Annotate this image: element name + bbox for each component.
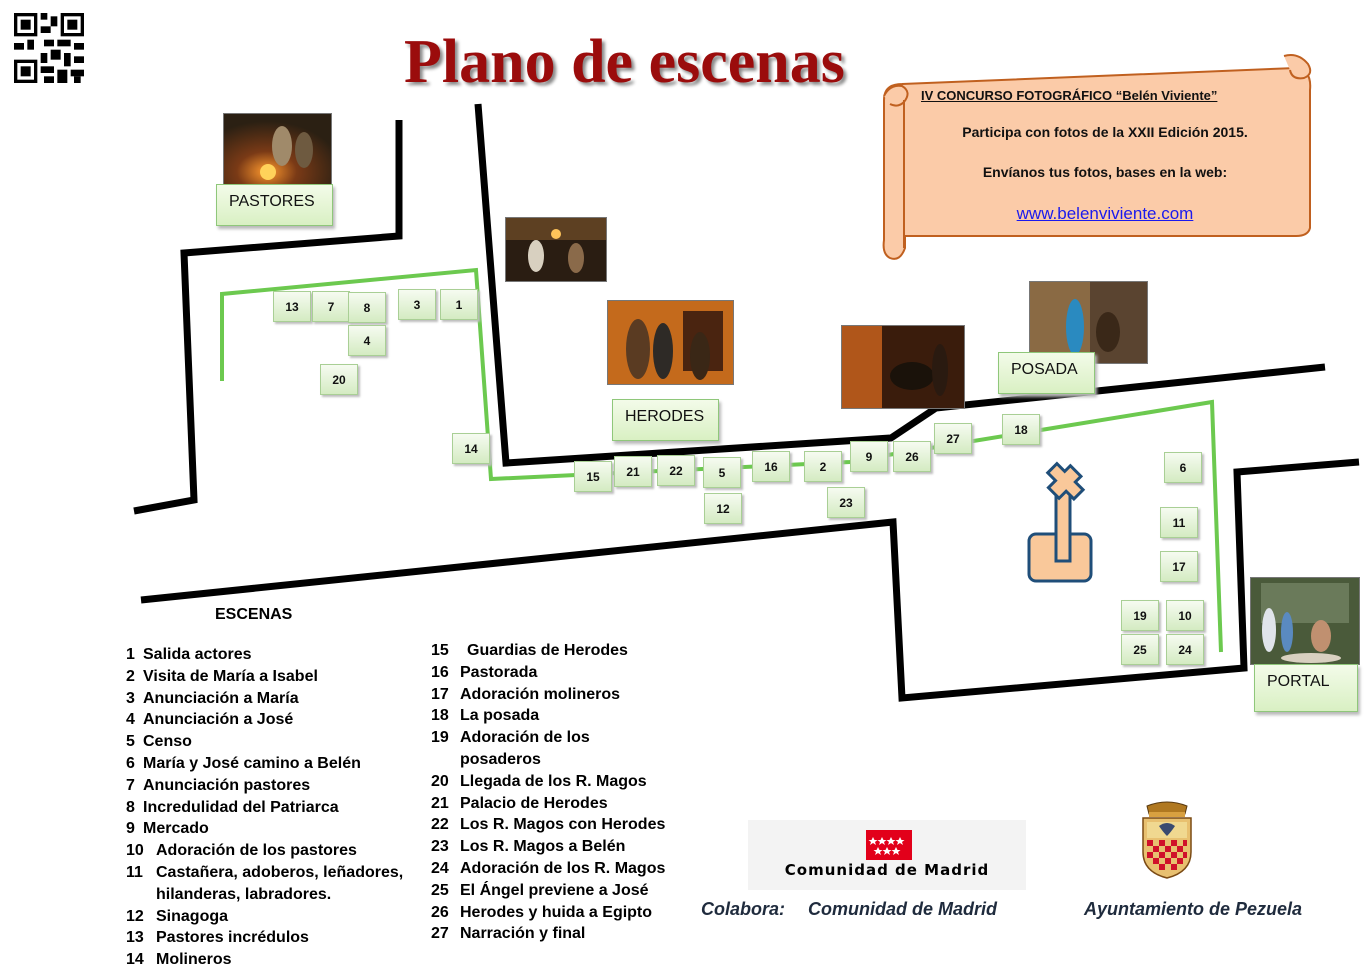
- footer-colabora: Colabora:: [701, 899, 786, 919]
- scene-marker[interactable]: 27: [934, 423, 972, 454]
- page-title: Plano de escenas: [404, 28, 845, 96]
- legend-item: 24 Adoración de los R. Magos: [431, 859, 666, 877]
- scene-marker[interactable]: 8: [348, 292, 386, 323]
- legend-item: 16 Pastorada: [431, 663, 538, 681]
- legend-list-left: [126, 644, 426, 971]
- qr-code-icon[interactable]: [13, 13, 85, 83]
- scene-marker[interactable]: 22: [657, 455, 695, 486]
- contest-participate: Participa con fotos de la XXII Edición 2015.: [962, 124, 1248, 140]
- legend-item: 1 Salida actores: [126, 646, 252, 663]
- scene-marker[interactable]: 15: [574, 461, 612, 492]
- photo-portal: [1250, 577, 1360, 665]
- legend-item: 14 Molineros: [126, 951, 232, 969]
- scene-marker[interactable]: 1: [440, 289, 478, 320]
- legend-item: 27 Narración y final: [431, 925, 586, 943]
- scene-marker[interactable]: 13: [273, 291, 311, 322]
- comunidad-madrid-logo-text: Comunidad de Madrid: [784, 861, 990, 879]
- contest-website-link[interactable]: www.belenviviente.com: [1016, 204, 1194, 223]
- legend-item: 13 Pastores incrédulos: [126, 929, 309, 947]
- legend-item: 25 El Ángel previene a José: [431, 881, 649, 899]
- scroll-banner: [884, 55, 1311, 259]
- scene-marker[interactable]: 19: [1121, 600, 1159, 631]
- place-label-posada: POSADA: [998, 352, 1095, 394]
- coat-of-arms-icon: [1137, 800, 1197, 880]
- scene-marker[interactable]: 5: [703, 457, 741, 488]
- legend-list-right: [431, 640, 701, 945]
- scene-marker[interactable]: 12: [704, 493, 742, 524]
- legend-item: 23 Los R. Magos a Belén: [431, 838, 626, 856]
- legend-item: 17 Adoración molineros: [431, 685, 621, 703]
- photo-mercado: [841, 325, 965, 409]
- scene-marker[interactable]: 7: [312, 291, 350, 322]
- place-label-portal: PORTAL: [1254, 664, 1358, 712]
- legend-item: 21 Palacio de Herodes: [431, 794, 608, 812]
- scene-marker[interactable]: 11: [1160, 507, 1198, 538]
- church-icon: [1029, 458, 1091, 581]
- legend-item: 18 La posada: [431, 707, 540, 725]
- legend-item: 10 Adoración de los pastores: [126, 842, 357, 860]
- footer-ayuntamiento: Ayuntamiento de Pezuela: [1084, 899, 1303, 919]
- scene-marker[interactable]: 21: [614, 456, 652, 487]
- legend-item: 22 Los R. Magos con Herodes: [431, 816, 666, 834]
- scene-marker[interactable]: 10: [1166, 600, 1204, 631]
- legend-item: 2 Visita de María a Isabel: [126, 667, 318, 685]
- scene-marker[interactable]: 24: [1166, 634, 1204, 665]
- legend-item: posaderos: [460, 750, 541, 768]
- legend-item: hilanderas, labradores.: [156, 885, 332, 903]
- scene-marker[interactable]: 4: [348, 325, 386, 356]
- madrid-flag-icon: [866, 830, 912, 860]
- scene-marker[interactable]: 17: [1160, 551, 1198, 582]
- legend-item: 19 Adoración de los: [431, 729, 590, 747]
- photo-herodes: [607, 300, 734, 385]
- place-label-pastores: PASTORES: [216, 184, 333, 226]
- legend-item: 4 Anunciación a José: [126, 711, 294, 729]
- scene-marker[interactable]: 23: [827, 487, 865, 518]
- scene-marker[interactable]: 26: [893, 441, 931, 472]
- legend-item: 20 Llegada de los R. Magos: [431, 772, 647, 790]
- legend-item: 7 Anunciación pastores: [126, 776, 311, 794]
- legend-item: 9 Mercado: [126, 820, 209, 838]
- legend-item: 6 María y José camino a Belén: [126, 754, 361, 772]
- legend-item: 5 Censo: [126, 733, 192, 751]
- scene-marker[interactable]: 14: [452, 433, 490, 464]
- scene-marker[interactable]: 25: [1121, 634, 1159, 665]
- photo-street-scene: [505, 217, 607, 282]
- legend-item: 12 Sinagoga: [126, 907, 229, 925]
- place-label-herodes: HERODES: [612, 399, 719, 441]
- contest-title: IV CONCURSO FOTOGRÁFICO “Belén Viviente”: [921, 88, 1218, 103]
- legend-item: 8 Incredulidad del Patriarca: [126, 798, 339, 816]
- scene-marker[interactable]: 20: [320, 364, 358, 395]
- scene-marker[interactable]: 16: [752, 451, 790, 482]
- contest-send-photos: Envíanos tus fotos, bases en la web:: [982, 164, 1228, 180]
- footer-comunidad-madrid: Comunidad de Madrid: [808, 899, 997, 919]
- legend-item: 15 Guardias de Herodes: [431, 642, 628, 659]
- scene-marker[interactable]: 3: [398, 289, 436, 320]
- comunidad-madrid-logo: [748, 820, 1026, 890]
- scene-marker[interactable]: 6: [1164, 452, 1202, 483]
- photo-pastores: [223, 113, 332, 187]
- legend-item: 26 Herodes y huida a Egipto: [431, 903, 653, 921]
- legend-item: 3 Anunciación a María: [126, 689, 299, 707]
- legend-heading: ESCENAS: [215, 606, 293, 623]
- legend-item: 11 Castañera, adoberos, leñadores,: [126, 863, 404, 881]
- scene-marker[interactable]: 2: [804, 451, 842, 482]
- scene-marker[interactable]: 9: [850, 441, 888, 472]
- scene-marker[interactable]: 18: [1002, 414, 1040, 445]
